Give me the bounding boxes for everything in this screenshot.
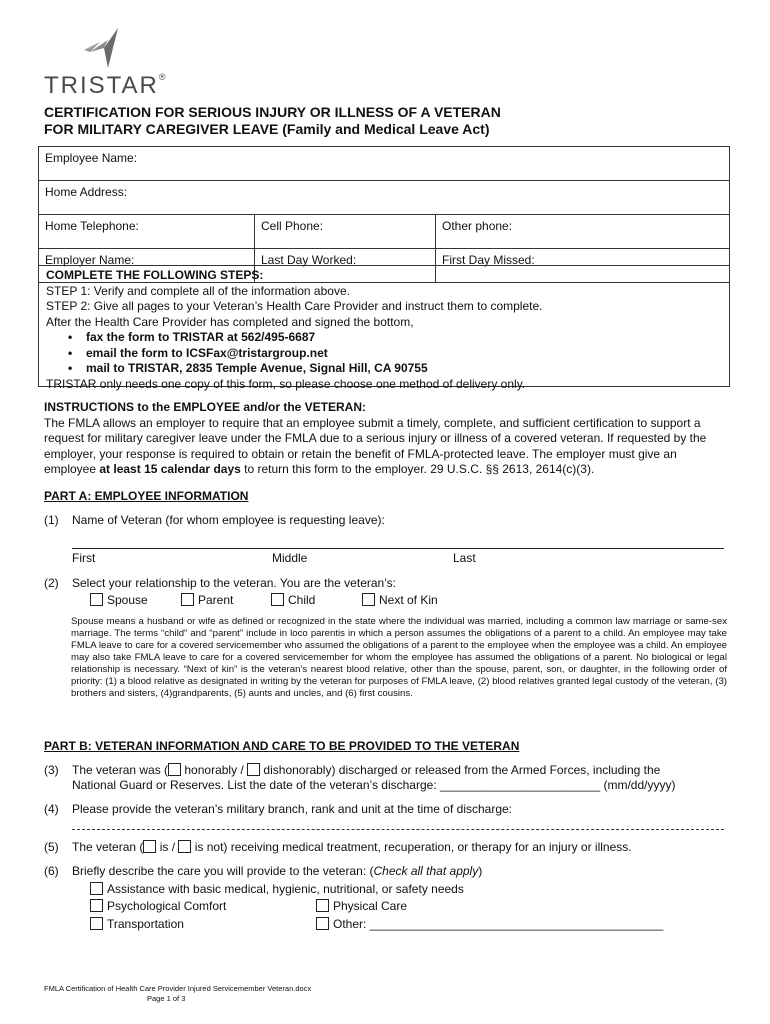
delivery-mail: • mail to TRISTAR, 2835 Temple Avenue, Signal Hill, CA 90755 [86,361,722,377]
step-2: STEP 2: Give all pages to your Veteran’s Health Care Provider and instruct them to complete. [46,299,543,313]
label-first: First [72,551,96,565]
option-child[interactable]: Child [271,593,315,607]
tristar-logo-mark [80,26,122,73]
question-2: (2) Select your relationship to the veteran. You are the veteran’s: [44,576,396,590]
checkbox-icon[interactable] [90,899,103,912]
option-other[interactable]: Other: ____________________________________________ [316,917,663,931]
checkbox-icon[interactable] [181,593,194,606]
option-parent[interactable]: Parent [181,593,233,607]
part-b-heading: PART B: VETERAN INFORMATION AND CARE TO BE PROVIDED TO THE VETERAN [44,739,520,753]
home-telephone-field[interactable]: Home Telephone: [39,215,255,249]
option-psychological-comfort[interactable]: Psychological Comfort [90,899,226,913]
instructions [44,400,729,478]
first-day-missed-field[interactable]: First Day Missed: [436,249,730,283]
option-assistance[interactable]: Assistance with basic medical, hygienic, nutritional, or safety needs [90,882,464,896]
checkbox-is-not[interactable] [178,840,191,853]
document-title [44,104,501,138]
checkbox-icon[interactable] [90,593,103,606]
relationship-definitions: Spouse means a husband or wife as defined or recognized in the state where the individual was married, including a common law marriage or same-sex marriage. The terms “child” and “parent” include in loco parentis in which a person assumes the obligations of a parent to a child. An employee may take FMLA leave to care for a covered servicemember who assumed the obligations of a parent to the employee when the employee was a child. An employee may also take FMLA leave to care for a covered servicemember for whom the employee has assumed the obligations of a parent. No biological or legal relationship is necessary. “Next of kin” is the veteran’s nearest blood relative, other than the spouse, parent, son, or daughter, in the following order of priority: (1) a blood relative as designated in writing by the veteran for purposes of FMLA leave, (2) blood relatives granted legal custody of the veteran, (3) brothers and sisters, (4)grandparents, (5) aunts and uncles, and (6) first cousins. [71,616,727,699]
discharge-date-line[interactable]: National Guard or Reserves. List the date of the veteran’s discharge: ________________________ (mm/dd/yyyy) [72,778,676,792]
footer-page-number: Page 1 of 3 [147,994,186,1003]
steps-heading: COMPLETE THE FOLLOWING STEPS: [46,268,264,282]
checkbox-icon[interactable] [316,917,329,930]
employee-info-table [38,146,730,283]
instructions-heading: INSTRUCTIONS to the EMPLOYEE and/or the VETERAN: [44,400,367,414]
footer-document-name: FMLA Certification of Health Care Provider Injured Servicemember Veteran.docx [44,984,312,993]
title-line-1: CERTIFICATION FOR SERIOUS INJURY OR ILLNESS OF A VETERAN [44,104,501,120]
option-physical-care[interactable]: Physical Care [316,899,407,913]
question-4: (4) Please provide the veteran’s military branch, rank and unit at the time of discharge: [44,802,513,816]
checkbox-icon[interactable] [90,882,103,895]
checkbox-icon[interactable] [90,917,103,930]
steps-one-copy: TRISTAR only needs one copy of this form, so please choose one method of delivery only. [46,376,526,391]
checkbox-is[interactable] [143,840,156,853]
question-3: (3) The veteran was ( honorably / dishonorably) discharged or released from the Armed Forces, including the National Guard or Reserves. List the date of the veteran’s discharge: ________________________ (mm/dd/yyyy) [44,763,676,792]
last-day-worked-field[interactable]: Last Day Worked: [255,249,436,283]
delivery-methods [46,330,722,377]
delivery-fax: • fax the form to TRISTAR at 562/495-6687 [86,330,722,346]
steps-box [38,265,730,391]
part-a-heading: PART A: EMPLOYEE INFORMATION [44,489,249,503]
tristar-logo-text: TRISTAR® [44,72,168,99]
question-5: (5) The veteran ( is / is not) receiving medical treatment, recuperation, or therapy for an injury or illness. [44,840,632,854]
cell-phone-field[interactable]: Cell Phone: [255,215,436,249]
other-phone-field[interactable]: Other phone: [436,215,730,249]
title-line-2: FOR MILITARY CAREGIVER LEAVE (Family and Medical Leave Act) [44,121,490,137]
label-middle: Middle [272,551,308,565]
steps-after: After the Health Care Provider has completed and signed the bottom, [46,314,414,329]
veteran-name-line[interactable] [72,548,724,549]
delivery-email[interactable]: • email the form to ICSFax@tristargroup.net [86,346,722,362]
checkbox-icon[interactable] [362,593,375,606]
step-1: STEP 1: Verify and complete all of the information above. [46,283,350,298]
option-transportation[interactable]: Transportation [90,917,184,931]
employer-name-field[interactable]: Employer Name: [39,249,255,283]
question-6: (6) Briefly describe the care you will provide to the veteran: (Check all that apply) [44,864,483,878]
label-last: Last [453,551,476,565]
checkbox-dishonorably[interactable] [247,763,260,776]
instructions-body: The FMLA allows an employer to require that an employee submit a timely, complete, and sufficient certification to support a request for military caregiver leave under the FMLA due to a serious injury or illness of a covered veteran. If requested by the employer, your response is required to obtain or retain the benefit of FMLA-protected leave. The employer must give an employee at least 15 calendar days to return this form to the employer. 29 U.S.C. §§ 2613, 2614(c)(3). [44,415,707,476]
question-1: (1) Name of Veteran (for whom employee is requesting leave): [44,513,385,527]
military-branch-line[interactable] [72,829,724,830]
checkbox-honorably[interactable] [168,763,181,776]
option-next-of-kin[interactable]: Next of Kin [362,593,438,607]
option-spouse[interactable]: Spouse [90,593,148,607]
home-address-field[interactable]: Home Address: [39,181,730,215]
employee-name-field[interactable]: Employee Name: [39,147,730,181]
checkbox-icon[interactable] [316,899,329,912]
checkbox-icon[interactable] [271,593,284,606]
